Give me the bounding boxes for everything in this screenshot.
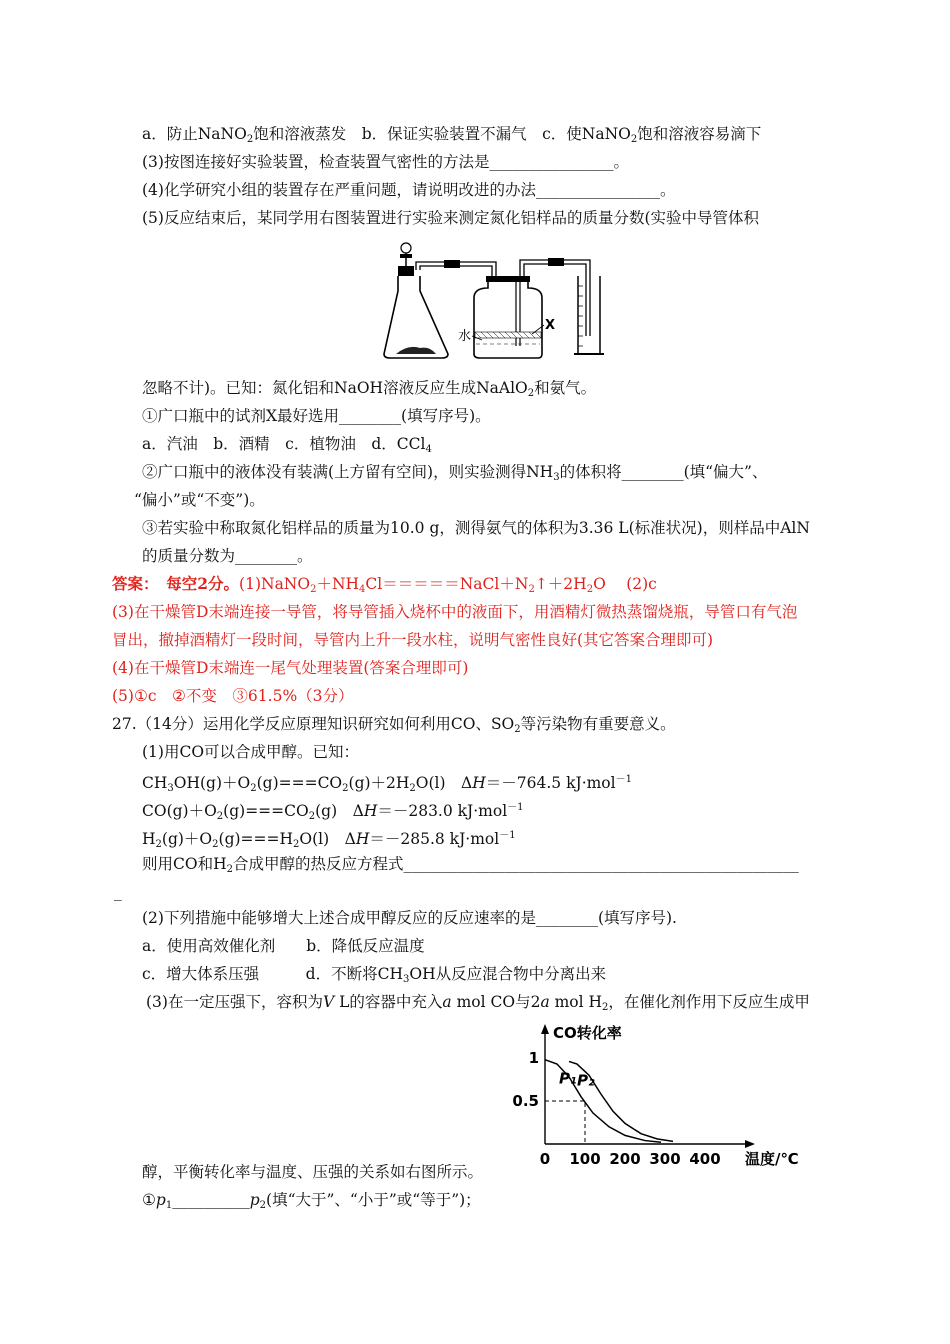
conversion-chart	[500, 1020, 830, 1170]
equation-1: $CH_3OH(g)+O_2(g)===CO_2(g)+2H_2O(l)$ ΔH＝－764.5 kJ·mol$^{-1}$	[142, 774, 632, 794]
question-27-1-ask: 则用CO和$H_2$合成甲醇的热反应方程式___________________________________________________	[142, 855, 799, 875]
x-axis-label: 温度/℃	[745, 1150, 799, 1168]
equation-3: $H_2(g)+O_2(g)===H_2O(l)$ ΔH＝－285.8 kJ·mol$^{-1}$	[142, 830, 516, 850]
question-27-3: (3)在一定压强下，容积为V L的容器中充入a mol CO与2a mol $H_2$，在催化剂作用下反应生成甲	[146, 993, 810, 1013]
question-27-title: 27.（14分）运用化学反应原理知识研究如何利用CO、$SO_2$等污染物有重要意义。	[112, 715, 676, 735]
x-tick-label: 400	[689, 1150, 721, 1168]
question-5-cont: 忽略不计)。已知：氮化铝和NaOH溶液反应生成NaAlO$_2$和氨气。	[142, 379, 597, 399]
series-label: P₁	[559, 1069, 577, 1088]
question-5-3: ③若实验中称取氮化铝样品的质量为10.0 g，测得氨气的体积为3.36 L(标准状况)，则样品中AlN	[142, 519, 810, 537]
question-27-3-1: $①p_1\_\_\_\_\_\_\_\_\_\_p_2$(填“大于”、“小于”或“等于”)；	[142, 1191, 481, 1211]
option-line-a-b-c: a．防止NaNO$_2$饱和溶液蒸发 b．保证实验装置不漏气 c．使NaNO$_2$饱和溶液容易滴下	[142, 125, 762, 145]
answer-line-5: (5)①c ②不变 ③61.5%（3分）	[112, 687, 354, 705]
water-label: 水	[458, 329, 472, 344]
options-27-2-ab: a．使用高效催化剂 b．降低反应温度	[142, 937, 425, 955]
options-27-2-cd: c．增大体系压强 d．不断将$CH_3OH$从反应混合物中分离出来	[142, 965, 607, 985]
answer-line-3: 冒出，撤掉酒精灯一段时间，导管内上升一段水柱，说明气密性良好(其它答案合理即可)	[112, 631, 714, 649]
answer-line-1: 答案： 每空2分。$(1)NaNO_2+NH_4Cl=====NaCl+N_2↑+2H_2O$ (2)c	[112, 574, 657, 595]
y-axis-arrow	[541, 1024, 549, 1034]
apparatus-diagram	[378, 236, 608, 364]
blank-cont: _	[114, 883, 122, 901]
question-4: (4)化学研究小组的装置存在严重问题，请说明改进的办法________________。	[142, 181, 676, 199]
question-27-2: (2)下列措施中能够增大上述合成甲醇反应的反应速率的是________(填写序号).	[142, 909, 677, 927]
answer-line-2: (3)在干燥管D末端连接一导管，将导管插入烧杯中的液面下，用酒精灯微热蒸馏烧瓶，导管口有气泡	[112, 603, 798, 621]
question-5-2: ②广口瓶中的液体没有装满(上方留有空间)，则实验测得$NH_3$的体积将________(填“偏大”、	[142, 463, 768, 483]
x-tick-label: 100	[569, 1150, 601, 1168]
y-tick-label: 0.5	[512, 1092, 539, 1110]
x-label: X	[545, 318, 556, 333]
question-5-3-cont: 的质量分数为________。	[142, 547, 313, 565]
x-tick-label: 300	[649, 1150, 681, 1168]
series-label: P₂	[577, 1071, 595, 1090]
y-axis-label: CO转化率	[553, 1024, 622, 1042]
x-tick-label: 200	[609, 1150, 641, 1168]
annotation-guide	[545, 1101, 585, 1144]
x-tick-label: 0	[539, 1150, 551, 1168]
answer-line-4: (4)在干燥管D末端连一尾气处理装置(答案合理即可)	[112, 659, 469, 677]
question-27-1: (1)用CO可以合成甲醇。已知：	[142, 743, 360, 761]
question-5-1: ①广口瓶中的试剂X最好选用________(填写序号)。	[142, 407, 491, 425]
y-tick-label: 1	[528, 1049, 539, 1067]
question-3: (3)按图连接好实验装置，检查装置气密性的方法是________________。	[142, 153, 629, 171]
x-axis-arrow	[745, 1140, 755, 1148]
equation-2: $CO(g)+O_2(g)===CO_2(g)$ ΔH＝－283.0 kJ·mol$^{-1}$	[142, 802, 524, 822]
question-27-3-cont: 醇，平衡转化率与温度、压强的关系如右图所示。	[142, 1163, 484, 1181]
question-5-2-cont: “偏小”或“不变”)。	[134, 491, 265, 509]
options-5-1: a．汽油 b．酒精 c．植物油 d．CCl$_4$	[142, 435, 432, 455]
question-5: (5)反应结束后，某同学用右图装置进行实验来测定氮化铝样品的质量分数(实验中导管体积	[142, 209, 760, 227]
